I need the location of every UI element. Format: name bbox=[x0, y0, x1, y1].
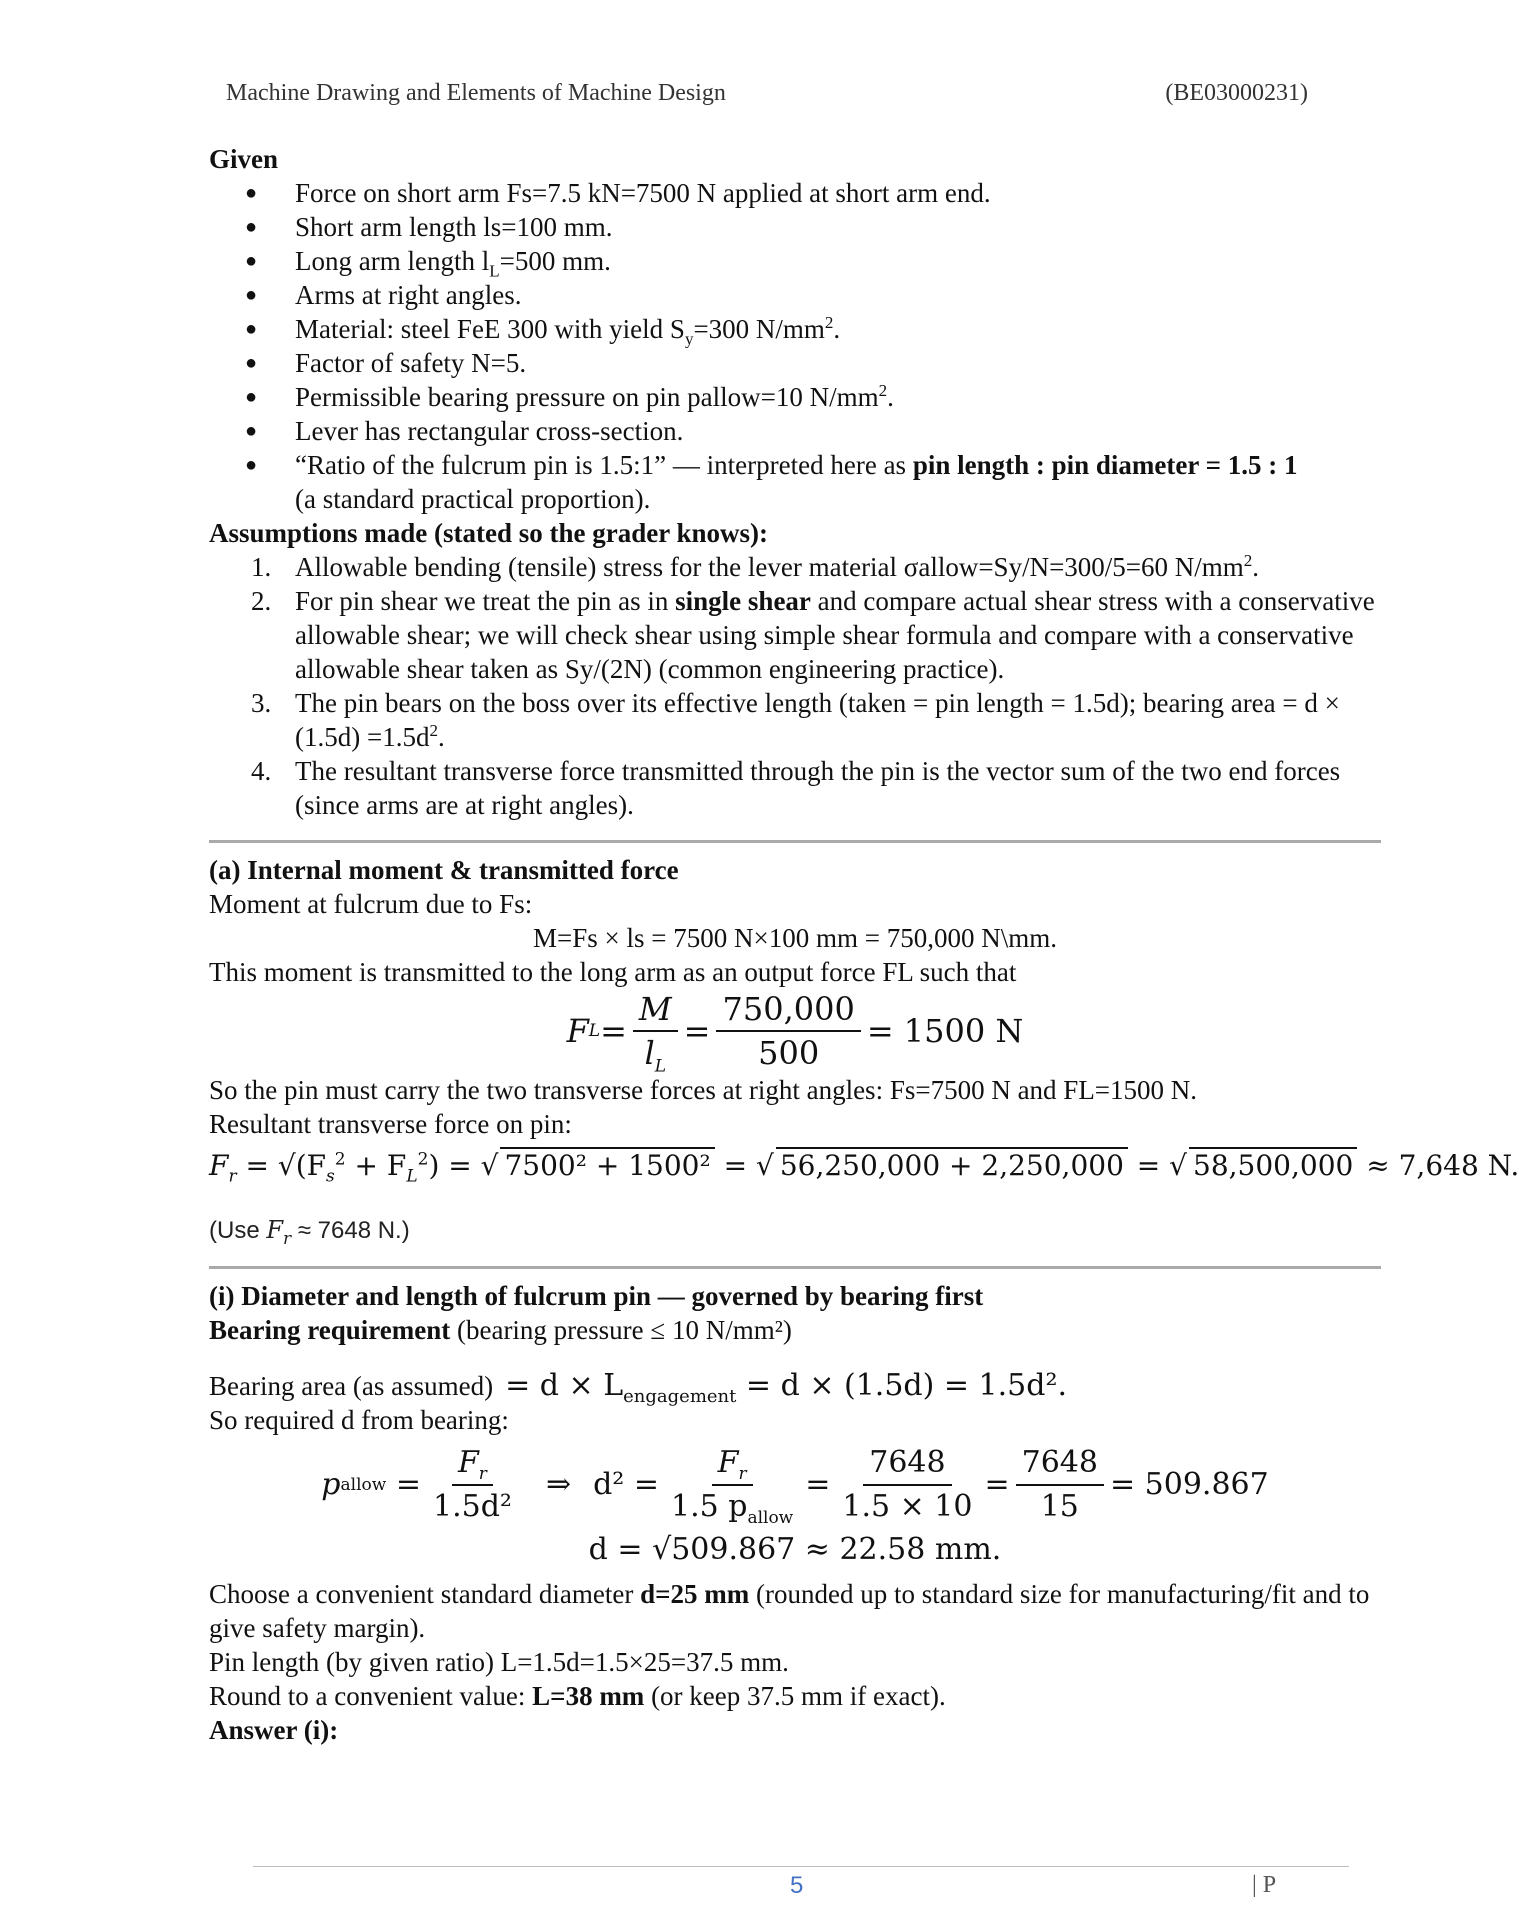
bearing-line: Bearing requirement (bearing pressure ≤ 10 N/mm²) bbox=[209, 1315, 792, 1345]
list-item: 2. For pin shear we treat the pin as in single shear and compare actual shear stress with a conservative allowable shear; we will check shear using simple shear formula and compare with a conservative allowable shear taken as Sy/(2N) (common engineering practice). bbox=[251, 586, 1375, 684]
page-header bbox=[226, 80, 1308, 107]
footer-divider bbox=[253, 1866, 1349, 1867]
given-list bbox=[209, 176, 1381, 516]
list-item: 4. The resultant transverse force transmitted through the pin is the vector sum of the two end forces (since arms are at right angles). bbox=[251, 756, 1341, 820]
page-content bbox=[209, 142, 1519, 1747]
area-line: Bearing area (as assumed) = $d \times L_{engagement} = d \times (1.5d) = 1.5d^2$. bbox=[209, 1368, 1068, 1407]
choose-diameter-line: Choose a convenient standard diameter d=25 mm (rounded up to standard size for manufacturing/fit and to give safety margin). bbox=[209, 1579, 1370, 1643]
list-item: ● “Ratio of the fulcrum pin is 1.5:1” — interpreted here as pin length : pin diameter = 1.5 : 1 (a standard practical proportion). bbox=[245, 450, 1298, 514]
page-tag: | P bbox=[1252, 1872, 1277, 1898]
list-item: ● Lever has rectangular cross-section. bbox=[245, 416, 684, 446]
list-item: ● Long arm length $l_L=500$ mm. bbox=[245, 246, 611, 281]
list-item: ● Material: steel FeE 300 with yield $S_y=300$ $N/mm^2$. bbox=[245, 313, 841, 349]
given-heading: Given bbox=[209, 144, 279, 174]
required-line: So required d from bearing: bbox=[209, 1405, 509, 1435]
answer-label: Answer (i): bbox=[209, 1715, 339, 1745]
bearing-equation: p allow = $\frac{F_r}{\text{1.5d²}}$ ⇒ d² = $\frac{F_r}{1.5 p_{allow}}$ = $\frac{7648}{1.5 \times 10}$ = $\frac{7648}{15}$ = 509.867 bbox=[209, 1437, 1381, 1533]
use-note: (Use $F_r \approx 7648$ N.) bbox=[209, 1216, 410, 1249]
round-line: Round to a convenient value: L=38 mm (or keep 37.5 mm if exact). bbox=[209, 1681, 946, 1711]
section-a-heading: (a) Internal moment & transmitted force bbox=[209, 855, 679, 885]
transmit-line: This moment is transmitted to the long arm as an output force FL such that bbox=[209, 957, 1017, 987]
list-item: 1. Allowable bending (tensile) stress for the lever material σallow=Sy/N=300/5=60 $N/mm^2$. bbox=[251, 551, 1260, 582]
moment-equation: M=Fs × ls = 7500 N×100 mm = 750,000 N\mm. bbox=[533, 923, 1057, 953]
header-title: Machine Drawing and Elements of Machine Design bbox=[226, 80, 726, 106]
two-forces-line: So the pin must carry the two transverse forces at right angles: Fs=7500 N and FL=1500 N. bbox=[209, 1075, 1198, 1105]
list-item: ● Short arm length ls=100 mm. bbox=[245, 212, 613, 242]
assumptions-list bbox=[209, 550, 1381, 822]
section-i-heading: (i) Diameter and length of fulcrum pin — governed by bearing first bbox=[209, 1281, 984, 1311]
assumptions-heading: Assumptions made (stated so the grader knows): bbox=[209, 518, 769, 548]
list-item: ● Force on short arm Fs=7.5 kN=7500 N applied at short arm end. bbox=[245, 178, 991, 208]
page-number: 5 bbox=[790, 1872, 804, 1899]
d-result: d = √509.867 ≈ 22.58 mm. bbox=[588, 1532, 1002, 1567]
moment-line: Moment at fulcrum due to Fs: bbox=[209, 889, 533, 919]
list-item: ● Factor of safety N=5. bbox=[245, 348, 527, 378]
divider bbox=[209, 840, 1381, 843]
pin-length-line: Pin length (by given ratio) L=1.5d=1.5×25=37.5 mm. bbox=[209, 1647, 789, 1677]
list-item: ● Arms at right angles. bbox=[245, 280, 522, 310]
header-code: (BE03000231) bbox=[1165, 80, 1308, 106]
resultant-equation: $F_r = √(F_s^2 + F_L^2)$ = √ 7500² + 1500² = √ 56,250,000 + 2,250,000 = √ 58,500,000 ≈ 7,648 N. bbox=[209, 1149, 1519, 1187]
fl-equation: F L = $\frac{M}{l_L}$ = $\frac{750,000}{500}$ = 1500 N bbox=[566, 990, 1024, 1077]
list-item: ● Permissible bearing pressure on pin pallow=10 $N/mm^2$. bbox=[245, 381, 894, 412]
resultant-line: Resultant transverse force on pin: bbox=[209, 1109, 572, 1139]
divider bbox=[209, 1266, 1381, 1269]
list-item: 3. The pin bears on the boss over its effective length (taken = pin length = 1.5d); bearing area = $d \times (1.5d) =1.5d^2$. bbox=[251, 688, 1340, 752]
